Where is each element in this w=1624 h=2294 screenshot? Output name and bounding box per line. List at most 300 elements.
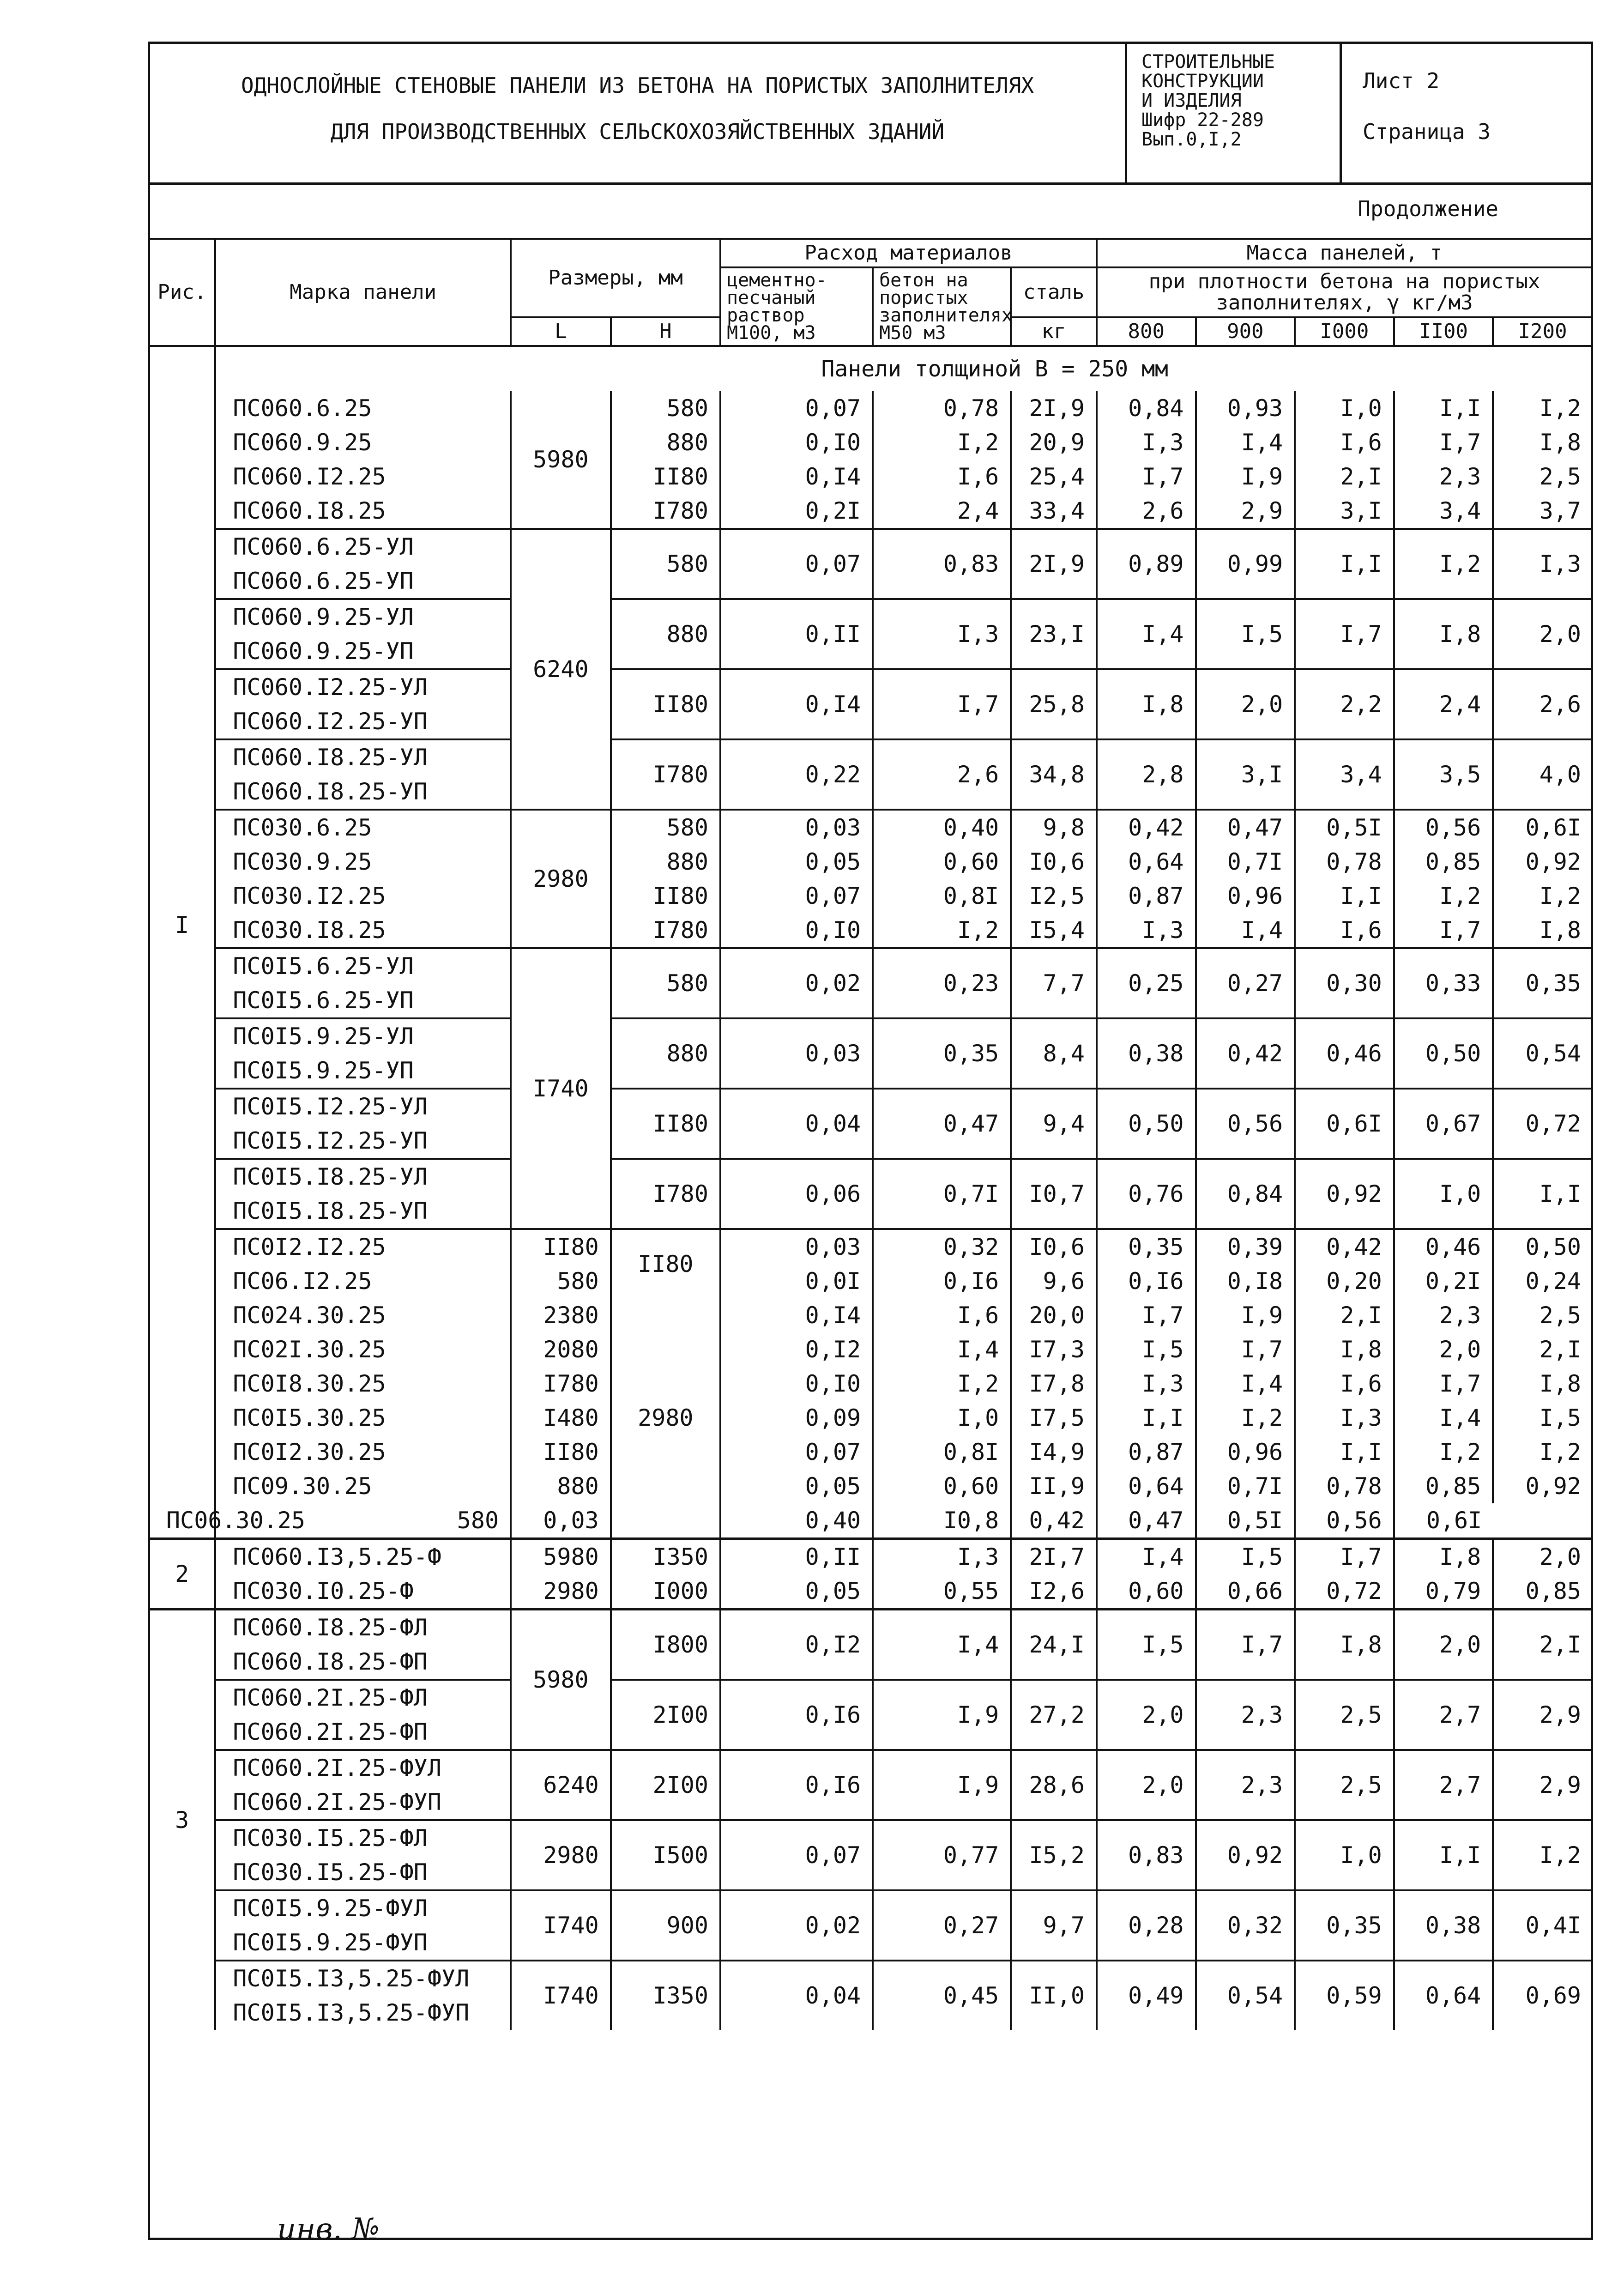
panel-mark — [215, 1890, 511, 1961]
mass-900-cell: I,7 — [1196, 1610, 1295, 1680]
steel-cell: I2,5 — [1011, 879, 1097, 913]
mass-800-cell: 2,8 — [1097, 739, 1196, 810]
height-cell: I000 — [611, 1574, 720, 1610]
mass-1200-cell: 0,6I — [1394, 1503, 1493, 1539]
mass-1200-cell: I,5 — [1493, 1401, 1592, 1435]
concrete-cell: 0,45 — [873, 1961, 1011, 2030]
mass-800-cell: I,4 — [1097, 1539, 1196, 1574]
concrete-cell: 0,23 — [873, 948, 1011, 1018]
mass-1000-cell: 0,92 — [1295, 1159, 1394, 1229]
col-mark: Марка панели — [215, 239, 511, 346]
concrete-cell: I,2 — [873, 1367, 1011, 1401]
mass-900-cell: 0,93 — [1196, 391, 1295, 425]
mass-1200-cell: I,2 — [1493, 1820, 1592, 1890]
concrete-cell: I,4 — [873, 1332, 1011, 1367]
series-line-2: КОНСТРУКЦИИ — [1141, 71, 1264, 92]
mass-1000-cell: 0,20 — [1295, 1264, 1394, 1298]
height-cell: I780 — [611, 913, 720, 948]
mass-800-cell: 0,50 — [1097, 1089, 1196, 1159]
mass-1000-cell: I,I — [1295, 1435, 1394, 1469]
panel-mark: ПС030.I2.25 — [215, 879, 511, 913]
sheet-info — [1344, 44, 1594, 182]
mass-800-cell: 0,42 — [1097, 810, 1196, 845]
steel-cell: I0,8 — [873, 1503, 1011, 1539]
steel-cell: 27,2 — [1011, 1680, 1097, 1750]
mass-1000-cell: I,3 — [1295, 1401, 1394, 1435]
mass-900-cell: I,4 — [1196, 425, 1295, 460]
table-row — [149, 1820, 1592, 1890]
mass-1100-cell: 0,56 — [1394, 810, 1493, 845]
mass-1000-cell: I,8 — [1295, 1332, 1394, 1367]
concrete-cell: 0,32 — [873, 1229, 1011, 1264]
mass-1100-cell: 0,79 — [1394, 1574, 1493, 1610]
mass-1000-cell: 2,5 — [1295, 1750, 1394, 1820]
height-cell: 880 — [611, 1018, 720, 1089]
length-cell: 5980 — [511, 1610, 611, 1750]
mass-800-cell: 0,42 — [1011, 1503, 1097, 1539]
mortar-cell: 0,05 — [720, 1574, 873, 1610]
mass-1100-cell: 2,4 — [1394, 669, 1493, 739]
mass-800-cell: 0,76 — [1097, 1159, 1196, 1229]
steel-cell: I0,6 — [1011, 845, 1097, 879]
col-concrete: бетон на пористых заполнителях М50 м3 — [873, 267, 1011, 346]
col-density-800: 800 — [1097, 317, 1196, 346]
table-row — [149, 529, 1592, 599]
concrete-cell: I,3 — [873, 599, 1011, 669]
height-cell: I500 — [611, 1820, 720, 1890]
fig-cell: 3 — [149, 1610, 215, 2030]
mass-1200-cell: 2,9 — [1493, 1750, 1592, 1820]
concrete-cell: 0,55 — [873, 1574, 1011, 1610]
steel-cell: 33,4 — [1011, 494, 1097, 529]
mass-800-cell: I,3 — [1097, 913, 1196, 948]
concrete-cell: 0,40 — [873, 810, 1011, 845]
col-density-1000: I000 — [1295, 317, 1394, 346]
steel-cell: II,9 — [1011, 1469, 1097, 1503]
table-row — [149, 1367, 1592, 1401]
length-cell: 5980 — [511, 391, 611, 529]
mass-800-cell: I,7 — [1097, 460, 1196, 494]
mass-1000-cell: I,7 — [1295, 1539, 1394, 1574]
mark-line-1: ПС060.6.25-УЛ — [233, 533, 414, 560]
mass-900-cell: 2,3 — [1196, 1750, 1295, 1820]
mass-800-cell: 2,6 — [1097, 494, 1196, 529]
mortar-cell: 0,03 — [720, 1229, 873, 1264]
series-line-4: Шифр 22-289 — [1141, 109, 1264, 131]
table-row — [149, 1750, 1592, 1820]
table-row — [149, 1469, 1592, 1503]
mass-900-cell: 0,54 — [1196, 1961, 1295, 2030]
mass-900-cell: I,4 — [1196, 913, 1295, 948]
length-cell: 580 — [511, 1264, 611, 1298]
mass-800-cell: I,I — [1097, 1401, 1196, 1435]
mortar-cell: 0,09 — [720, 1401, 873, 1435]
mass-1200-cell: 2,6 — [1493, 669, 1592, 739]
table-row — [149, 810, 1592, 845]
mark-line-1: ПС060.2I.25-ФУЛ — [233, 1755, 441, 1781]
height-cell: II80 — [611, 879, 720, 913]
table-row — [149, 599, 1592, 669]
table-row — [149, 1890, 1592, 1961]
concrete-cell: 0,35 — [873, 1018, 1011, 1089]
mass-1000-cell: I,6 — [1295, 913, 1394, 948]
mortar-cell: 0,II — [720, 599, 873, 669]
length-cell: 880 — [511, 1469, 611, 1503]
mass-900-cell: 0,32 — [1196, 1890, 1295, 1961]
mass-1100-cell: 2,0 — [1394, 1610, 1493, 1680]
concrete-cell: I,3 — [873, 1539, 1011, 1574]
panel-mark: ПС030.6.25 — [215, 810, 511, 845]
mass-1100-cell: I,8 — [1394, 1539, 1493, 1574]
mortar-cell: 0,2I — [720, 494, 873, 529]
steel-cell: I0,7 — [1011, 1159, 1097, 1229]
steel-cell: 28,6 — [1011, 1750, 1097, 1820]
panel-mark — [215, 1018, 511, 1089]
mass-900-cell: 0,7I — [1196, 845, 1295, 879]
mass-1000-cell: 0,78 — [1295, 845, 1394, 879]
mass-900-cell: 3,I — [1196, 739, 1295, 810]
mass-1100-cell: 3,5 — [1394, 739, 1493, 810]
steel-cell: 20,0 — [1011, 1298, 1097, 1332]
mass-900-cell: I,9 — [1196, 1298, 1295, 1332]
mass-800-cell: 0,89 — [1097, 529, 1196, 599]
height-cell: II80 — [611, 669, 720, 739]
mass-900-cell: 0,99 — [1196, 529, 1295, 599]
mass-1200-cell: I,I — [1493, 1159, 1592, 1229]
mortar-cell: 0,07 — [720, 1820, 873, 1890]
concrete-cell: 0,47 — [873, 1089, 1011, 1159]
panel-mark — [215, 739, 511, 810]
mass-900-cell: 0,92 — [1196, 1820, 1295, 1890]
mass-800-cell: 0,I6 — [1097, 1264, 1196, 1298]
mass-1000-cell: 0,30 — [1295, 948, 1394, 1018]
mass-1100-cell: 0,50 — [1394, 1018, 1493, 1089]
concrete-cell: I,0 — [873, 1401, 1011, 1435]
mortar-cell: 0,I0 — [720, 913, 873, 948]
mass-1100-cell: 2,3 — [1394, 1298, 1493, 1332]
mass-1100-cell: 2,7 — [1394, 1750, 1493, 1820]
mass-900-cell: 0,42 — [1196, 1018, 1295, 1089]
length-cell: 2080 — [511, 1332, 611, 1367]
concrete-cell: I,7 — [873, 669, 1011, 739]
mark-line-2: ПС060.6.25-УП — [233, 568, 414, 594]
table-row — [149, 1503, 1592, 1539]
document-title — [150, 44, 1127, 182]
panel-mark: ПС06.30.25 — [149, 1503, 215, 1539]
mass-1000-cell: 0,59 — [1295, 1961, 1394, 2030]
mark-line-2: ПС030.I5.25-ФП — [233, 1859, 428, 1886]
steel-cell: 9,8 — [1011, 810, 1097, 845]
series-info — [1129, 44, 1342, 182]
steel-cell: I4,9 — [1011, 1435, 1097, 1469]
mass-1100-cell: I,2 — [1394, 529, 1493, 599]
mass-900-cell: 2,0 — [1196, 669, 1295, 739]
table-row — [149, 669, 1592, 739]
concrete-cell: I,4 — [873, 1610, 1011, 1680]
length-cell: 2980 — [511, 810, 611, 948]
concrete-cell: 2,4 — [873, 494, 1011, 529]
table-row — [149, 1018, 1592, 1089]
mass-1200-cell: 0,54 — [1493, 1018, 1592, 1089]
mass-1100-cell: 2,7 — [1394, 1680, 1493, 1750]
steel-cell: II,0 — [1011, 1961, 1097, 2030]
height-cell: II80 — [611, 460, 720, 494]
fig-cell: 2 — [149, 1539, 215, 1610]
panel-mark — [215, 1750, 511, 1820]
mass-900-cell: I,5 — [1196, 599, 1295, 669]
continuation-label: Продолжение — [1358, 196, 1498, 221]
mass-1000-cell: 0,72 — [1295, 1574, 1394, 1610]
mass-1100-cell: I,2 — [1394, 879, 1493, 913]
height-cell: 880 — [611, 425, 720, 460]
height-cell: 880 — [611, 845, 720, 879]
mass-800-cell: 0,84 — [1097, 391, 1196, 425]
concrete-cell: I,2 — [873, 913, 1011, 948]
mortar-cell: 0,II — [720, 1539, 873, 1574]
mass-1200-cell: 0,92 — [1493, 845, 1592, 879]
height-cell: I350 — [611, 1961, 720, 2030]
mark-line-1: ПС0I5.9.25-ФУЛ — [233, 1895, 428, 1922]
mass-900-cell: I,2 — [1196, 1401, 1295, 1435]
mortar-cell: 0,I4 — [720, 669, 873, 739]
height-cell: II80 — [611, 1229, 720, 1298]
sheet-number: Лист 2 — [1363, 68, 1440, 93]
mass-800-cell: 0,49 — [1097, 1961, 1196, 2030]
mass-1000-cell: 2,2 — [1295, 669, 1394, 739]
mortar-cell: 0,22 — [720, 739, 873, 810]
mass-1100-cell: 0,64 — [1394, 1961, 1493, 2030]
mortar-cell: 0,04 — [720, 1961, 873, 2030]
col-density-1100: II00 — [1394, 317, 1493, 346]
mass-1200-cell: 0,72 — [1493, 1089, 1592, 1159]
mass-800-cell: 0,87 — [1097, 1435, 1196, 1469]
mass-1000-cell: 3,I — [1295, 494, 1394, 529]
panel-mark: ПС060.I2.25 — [215, 460, 511, 494]
mass-1100-cell: I,0 — [1394, 1159, 1493, 1229]
mass-900-cell: I,7 — [1196, 1332, 1295, 1367]
concrete-cell: 0,40 — [720, 1503, 873, 1539]
mass-1000-cell: 0,6I — [1295, 1089, 1394, 1159]
mass-1100-cell: 0,85 — [1394, 1469, 1493, 1503]
mass-800-cell: 0,64 — [1097, 845, 1196, 879]
mark-line-2: ПС0I5.I3,5.25-ФУП — [233, 1999, 470, 2026]
mass-1100-cell: I,7 — [1394, 425, 1493, 460]
concrete-cell: 0,78 — [873, 391, 1011, 425]
mass-900-cell: 2,3 — [1196, 1680, 1295, 1750]
title-block — [150, 44, 1591, 185]
concrete-cell: I,9 — [873, 1750, 1011, 1820]
mark-line-2: ПС0I5.6.25-УП — [233, 987, 414, 1014]
mortar-cell: 0,I4 — [720, 460, 873, 494]
mass-1000-cell: 0,35 — [1295, 1890, 1394, 1961]
steel-cell: 2I,9 — [1011, 529, 1097, 599]
mass-1000-cell: 3,4 — [1295, 739, 1394, 810]
panel-mark — [215, 1159, 511, 1229]
mark-line-1: ПС0I5.6.25-УЛ — [233, 953, 414, 980]
table-row — [149, 1539, 1592, 1574]
panel-mark: ПС060.I3,5.25-Ф — [215, 1539, 511, 1574]
mass-800-cell: I,5 — [1097, 1610, 1196, 1680]
col-steel: сталь — [1011, 267, 1097, 317]
length-cell: 2980 — [511, 1820, 611, 1890]
table-row — [149, 1159, 1592, 1229]
mass-1000-cell: I,0 — [1295, 1820, 1394, 1890]
mark-line-2: ПС060.9.25-УП — [233, 638, 414, 665]
mass-800-cell: 0,83 — [1097, 1820, 1196, 1890]
mass-900-cell: 0,56 — [1196, 1089, 1295, 1159]
mass-1100-cell: 0,56 — [1295, 1503, 1394, 1539]
panel-mark: ПС02I.30.25 — [215, 1332, 511, 1367]
mass-1100-cell: I,I — [1394, 1820, 1493, 1890]
table-row — [149, 845, 1592, 879]
title-line-2: ДЛЯ ПРОИЗВОДСТВЕННЫХ СЕЛЬСКОХОЗЯЙСТВЕННЫХ ЗДАНИЙ — [330, 119, 945, 144]
mass-900-cell: 0,96 — [1196, 879, 1295, 913]
table-row — [149, 1610, 1592, 1680]
mass-800-cell: I,3 — [1097, 1367, 1196, 1401]
series-line-1: СТРОИТЕЛЬНЫЕ — [1141, 51, 1275, 73]
concrete-cell: 0,27 — [873, 1890, 1011, 1961]
mass-800-cell: 0,64 — [1097, 1469, 1196, 1503]
mortar-cell: 0,07 — [720, 529, 873, 599]
height-cell: II80 — [611, 1089, 720, 1159]
mass-800-cell: 0,87 — [1097, 879, 1196, 913]
steel-cell: 25,4 — [1011, 460, 1097, 494]
length-cell: 2380 — [511, 1298, 611, 1332]
panel-mark: ПС060.9.25 — [215, 425, 511, 460]
mass-1200-cell: I,2 — [1493, 879, 1592, 913]
mortar-cell: 0,03 — [511, 1503, 611, 1539]
mortar-cell: 0,I6 — [720, 1750, 873, 1820]
concrete-cell: 0,8I — [873, 1435, 1011, 1469]
steel-cell: 9,7 — [1011, 1890, 1097, 1961]
mass-900-cell: 0,47 — [1196, 810, 1295, 845]
length-cell: 580 — [215, 1503, 511, 1539]
panels-table-body — [149, 346, 1592, 2030]
mass-800-cell: 2,0 — [1097, 1750, 1196, 1820]
mass-900-cell: 0,84 — [1196, 1159, 1295, 1229]
height-cell: 2I00 — [611, 1680, 720, 1750]
mass-900-cell: 2,9 — [1196, 494, 1295, 529]
mass-1200-cell: 2,9 — [1493, 1680, 1592, 1750]
mark-line-1: ПС0I5.9.25-УЛ — [233, 1023, 414, 1050]
length-cell: I480 — [511, 1401, 611, 1435]
mass-1000-cell: 0,5I — [1196, 1503, 1295, 1539]
length-cell: 2980 — [511, 1574, 611, 1610]
mass-1000-cell: I,8 — [1295, 1610, 1394, 1680]
panel-mark: ПС06.I2.25 — [215, 1264, 511, 1298]
panel-mark: ПС060.6.25 — [215, 391, 511, 425]
steel-cell: 2I,9 — [1011, 391, 1097, 425]
table-row — [149, 391, 1592, 425]
mass-1200-cell: 0,69 — [1493, 1961, 1592, 2030]
mass-1100-cell: 2,0 — [1394, 1332, 1493, 1367]
panel-mark — [215, 529, 511, 599]
mass-1100-cell: I,7 — [1394, 913, 1493, 948]
mass-1000-cell: I,7 — [1295, 599, 1394, 669]
length-cell: 6240 — [511, 529, 611, 810]
mortar-cell: 0,02 — [720, 948, 873, 1018]
mark-line-1: ПС060.2I.25-ФЛ — [233, 1684, 428, 1711]
col-steel-unit: кг — [1011, 317, 1097, 346]
mark-line-1: ПС0I5.I3,5.25-ФУЛ — [233, 1965, 470, 1992]
length-cell: 5980 — [511, 1539, 611, 1574]
mark-line-1: ПС0I5.I2.25-УЛ — [233, 1093, 428, 1120]
mortar-cell: 0,05 — [720, 845, 873, 879]
mortar-cell: 0,02 — [720, 1890, 873, 1961]
concrete-cell: 0,77 — [873, 1820, 1011, 1890]
mortar-cell: 0,I4 — [720, 1298, 873, 1332]
mass-800-cell: 0,28 — [1097, 1890, 1196, 1961]
mortar-cell: 0,07 — [720, 391, 873, 425]
table-row — [149, 739, 1592, 810]
mass-1100-cell: 0,33 — [1394, 948, 1493, 1018]
concrete-cell: 0,7I — [873, 1159, 1011, 1229]
length-cell: I740 — [511, 948, 611, 1229]
panel-mark: ПС030.9.25 — [215, 845, 511, 879]
mortar-cell: 0,I2 — [720, 1610, 873, 1680]
mass-1200-cell: 2,5 — [1493, 460, 1592, 494]
mass-800-cell: I,8 — [1097, 669, 1196, 739]
mass-900-cell: 0,7I — [1196, 1469, 1295, 1503]
mass-800-cell: 0,25 — [1097, 948, 1196, 1018]
mass-900-cell: 0,27 — [1196, 948, 1295, 1018]
panel-mark: ПС030.I8.25 — [215, 913, 511, 948]
steel-cell: 9,6 — [1011, 1264, 1097, 1298]
title-line-1: ОДНОСЛОЙНЫЕ СТЕНОВЫЕ ПАНЕЛИ ИЗ БЕТОНА НА ПОРИСТЫХ ЗАПОЛНИТЕЛЯХ — [241, 73, 1034, 98]
table-row — [149, 1332, 1592, 1367]
mass-1000-cell: 0,5I — [1295, 810, 1394, 845]
length-cell: I780 — [511, 1367, 611, 1401]
mass-900-cell: I,9 — [1196, 460, 1295, 494]
table-row — [149, 1089, 1592, 1159]
panel-mark: ПС09.30.25 — [215, 1469, 511, 1503]
mass-1200-cell: 0,85 — [1493, 1574, 1592, 1610]
mass-900-cell: 0,I8 — [1196, 1264, 1295, 1298]
panel-mark: ПС060.I8.25 — [215, 494, 511, 529]
table-row — [149, 1961, 1592, 2030]
length-cell: I740 — [511, 1961, 611, 2030]
mass-1100-cell: 3,4 — [1394, 494, 1493, 529]
steel-cell: 9,4 — [1011, 1089, 1097, 1159]
mass-1000-cell: 0,42 — [1295, 1229, 1394, 1264]
mass-1100-cell: I,4 — [1394, 1401, 1493, 1435]
col-density-900: 900 — [1196, 317, 1295, 346]
mass-800-cell: 0,60 — [1097, 1574, 1196, 1610]
panels-table — [148, 238, 1593, 2030]
table-row — [149, 425, 1592, 460]
mass-1200-cell: 2,I — [1493, 1332, 1592, 1367]
height-cell: 2I00 — [611, 1750, 720, 1820]
mass-1200-cell: I,8 — [1493, 425, 1592, 460]
page-number: Страница 3 — [1363, 119, 1491, 144]
steel-cell: 20,9 — [1011, 425, 1097, 460]
mass-900-cell: 0,47 — [1097, 1503, 1196, 1539]
col-height: H — [611, 317, 720, 346]
steel-cell: I7,5 — [1011, 1401, 1097, 1435]
concrete-cell: 2,6 — [873, 739, 1011, 810]
concrete-cell: 0,I6 — [873, 1264, 1011, 1298]
mass-1000-cell: I,I — [1295, 879, 1394, 913]
height-cell: 580 — [611, 948, 720, 1018]
mass-1200-cell: I,2 — [1493, 391, 1592, 425]
mass-1000-cell: 2,I — [1295, 460, 1394, 494]
mass-1200-cell: 0,92 — [1493, 1469, 1592, 1503]
steel-cell: 2I,7 — [1011, 1539, 1097, 1574]
table-row — [149, 1574, 1592, 1610]
mass-800-cell: I,4 — [1097, 599, 1196, 669]
steel-cell: 7,7 — [1011, 948, 1097, 1018]
steel-cell: I0,6 — [1011, 1229, 1097, 1264]
